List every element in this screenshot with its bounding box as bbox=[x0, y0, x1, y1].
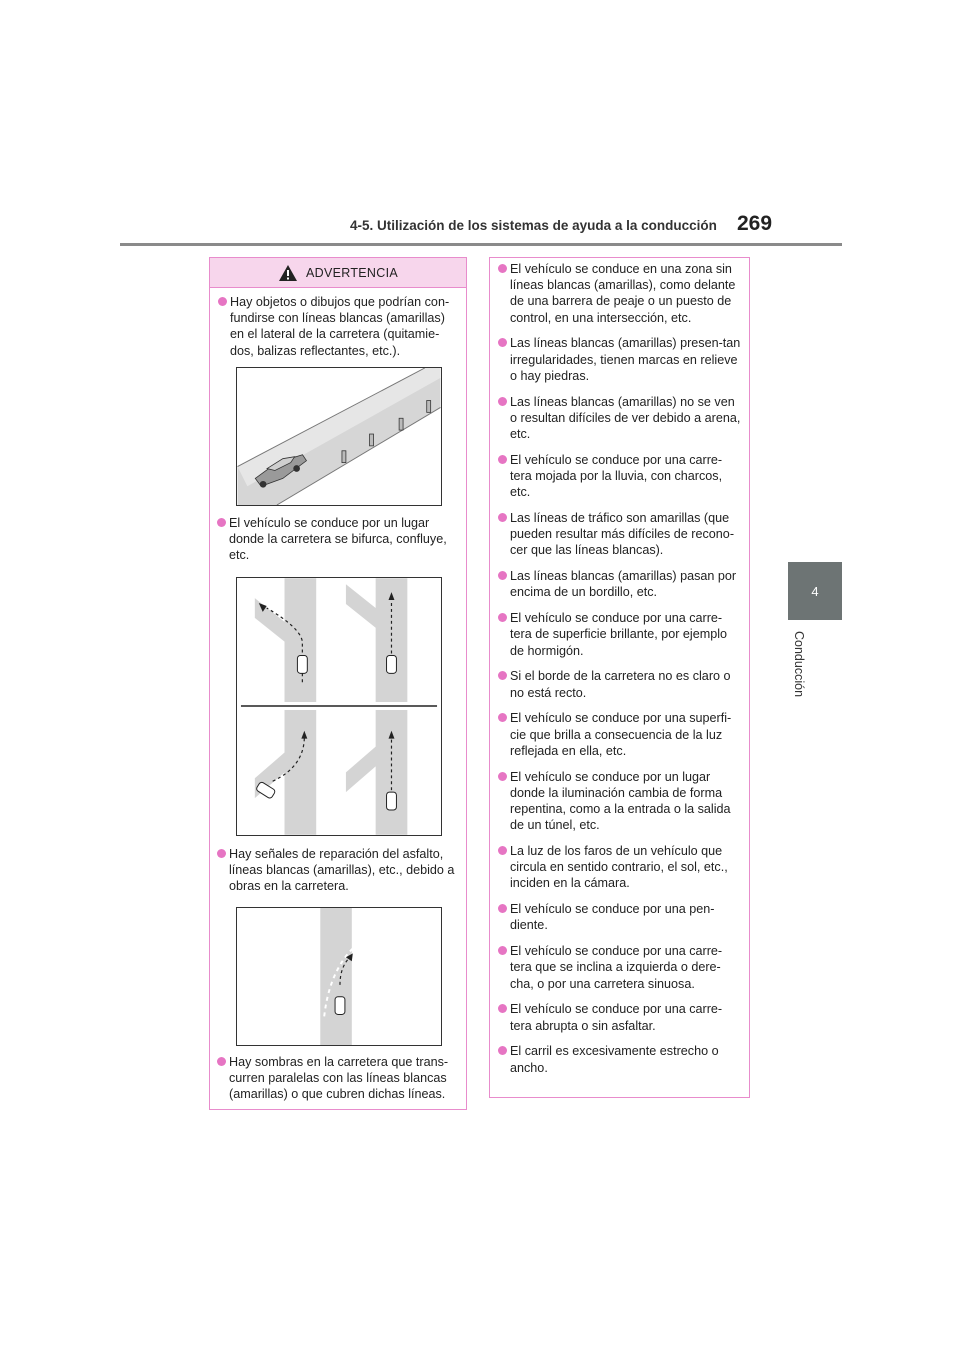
list-item: El vehículo se conduce por un lugar donde la iluminación cambia de forma repentina, como a la entrada o la salida de un túnel, etc. bbox=[498, 769, 743, 834]
right-column-box bbox=[489, 257, 750, 1098]
bullet-icon bbox=[498, 338, 507, 347]
roadwork-figure bbox=[236, 907, 442, 1046]
bullet-icon bbox=[498, 846, 507, 855]
warning-items bbox=[210, 294, 466, 359]
warning-item: Hay señales de reparación del asfalto, líneas blancas (amarillas), etc., debido a obras en la carretera. bbox=[217, 846, 463, 895]
bullet-icon bbox=[498, 455, 507, 464]
header-rule bbox=[120, 243, 842, 246]
fork-merge-illustration bbox=[237, 578, 441, 835]
bullet-icon bbox=[498, 571, 507, 580]
bullet-icon bbox=[498, 946, 507, 955]
list-item: Las líneas blancas (amarillas) pasan por encima de un bordillo, etc. bbox=[498, 568, 743, 600]
list-item: El vehículo se conduce por una carre-tera abrupta o sin asfaltar. bbox=[498, 1001, 743, 1033]
bullet-icon bbox=[218, 297, 227, 306]
list-item: Las líneas blancas (amarillas) presen-tan irregularidades, tienen marcas en relieve o hay piedras. bbox=[498, 335, 743, 384]
list-item: El vehículo se conduce por una carre-tera mojada por la lluvia, con charcos, etc. bbox=[498, 452, 743, 501]
guardrail-figure bbox=[236, 367, 442, 506]
bullet-icon bbox=[498, 1046, 507, 1055]
bullet-icon bbox=[498, 713, 507, 722]
bullet-icon bbox=[498, 904, 507, 913]
warning-items-group-2 bbox=[217, 515, 463, 564]
page-number: 269 bbox=[737, 212, 773, 235]
list-item: Las líneas de tráfico son amarillas (que pueden resultar más difíciles de recono-cer que las líneas blancas). bbox=[498, 510, 743, 559]
warning-triangle-icon bbox=[278, 264, 298, 282]
list-item: La luz de los faros de un vehículo que circula en sentido contrario, el sol, etc., inciden en la cámara. bbox=[498, 843, 743, 892]
bullet-icon bbox=[498, 1004, 507, 1013]
warning-item: Hay objetos o dibujos que podrían con-fundirse con líneas blancas (amarillas) en el lateral de la carretera (quitamie-dos, balizas reflectantes, etc.). bbox=[218, 294, 460, 359]
list-item: Si el borde de la carretera no es claro o no está recto. bbox=[498, 668, 743, 700]
list-item: El vehículo se conduce por una carre-tera que se inclina a izquierda o dere-cha, o por una carretera sinuosa. bbox=[498, 943, 743, 992]
bullet-icon bbox=[498, 613, 507, 622]
list-item: Las líneas blancas (amarillas) no se ven o resultan difíciles de ver debido a arena, etc. bbox=[498, 394, 743, 443]
bullet-icon bbox=[217, 849, 226, 858]
bullet-icon bbox=[498, 513, 507, 522]
list-item: El vehículo se conduce por una superfi-cie que brilla a consecuencia de la luz reflejada en ella, etc. bbox=[498, 710, 743, 759]
warning-items-group-3 bbox=[217, 846, 463, 895]
list-item: El vehículo se conduce por una pen-diente. bbox=[498, 901, 743, 933]
warning-items-group-4 bbox=[217, 1054, 463, 1103]
warning-item: Hay sombras en la carretera que trans-curren paralelas con las líneas blancas (amarillas) o que cubren dichas líneas. bbox=[217, 1054, 463, 1103]
guardrail-illustration bbox=[237, 368, 441, 505]
list-item: El vehículo se conduce por una carre-tera de superficie brillante, por ejemplo de hormigón. bbox=[498, 610, 743, 659]
bullet-icon bbox=[217, 1057, 226, 1066]
roadwork-illustration bbox=[237, 908, 441, 1045]
bullet-icon bbox=[498, 772, 507, 781]
chapter-number: 4 bbox=[811, 583, 819, 599]
chapter-tab bbox=[788, 562, 842, 620]
warning-item: El vehículo se conduce por un lugar donde la carretera se bifurca, confluye, etc. bbox=[217, 515, 463, 564]
list-item: El carril es excesivamente estrecho o ancho. bbox=[498, 1043, 743, 1075]
warning-title: ADVERTENCIA bbox=[306, 265, 398, 280]
fork-merge-figure bbox=[236, 577, 442, 836]
chapter-label: Conducción bbox=[792, 631, 806, 698]
warning-header bbox=[210, 258, 466, 288]
section-title: 4-5. Utilización de los sistemas de ayuda a la conducción bbox=[350, 218, 717, 233]
right-column-items bbox=[490, 258, 749, 1076]
bullet-icon bbox=[217, 518, 226, 527]
bullet-icon bbox=[498, 397, 507, 406]
bullet-icon bbox=[498, 264, 507, 273]
bullet-icon bbox=[498, 671, 507, 680]
list-item: El vehículo se conduce en una zona sin líneas blancas (amarillas), como delante de una barrera de peaje o un puesto de control, en una intersección, etc. bbox=[498, 261, 743, 326]
